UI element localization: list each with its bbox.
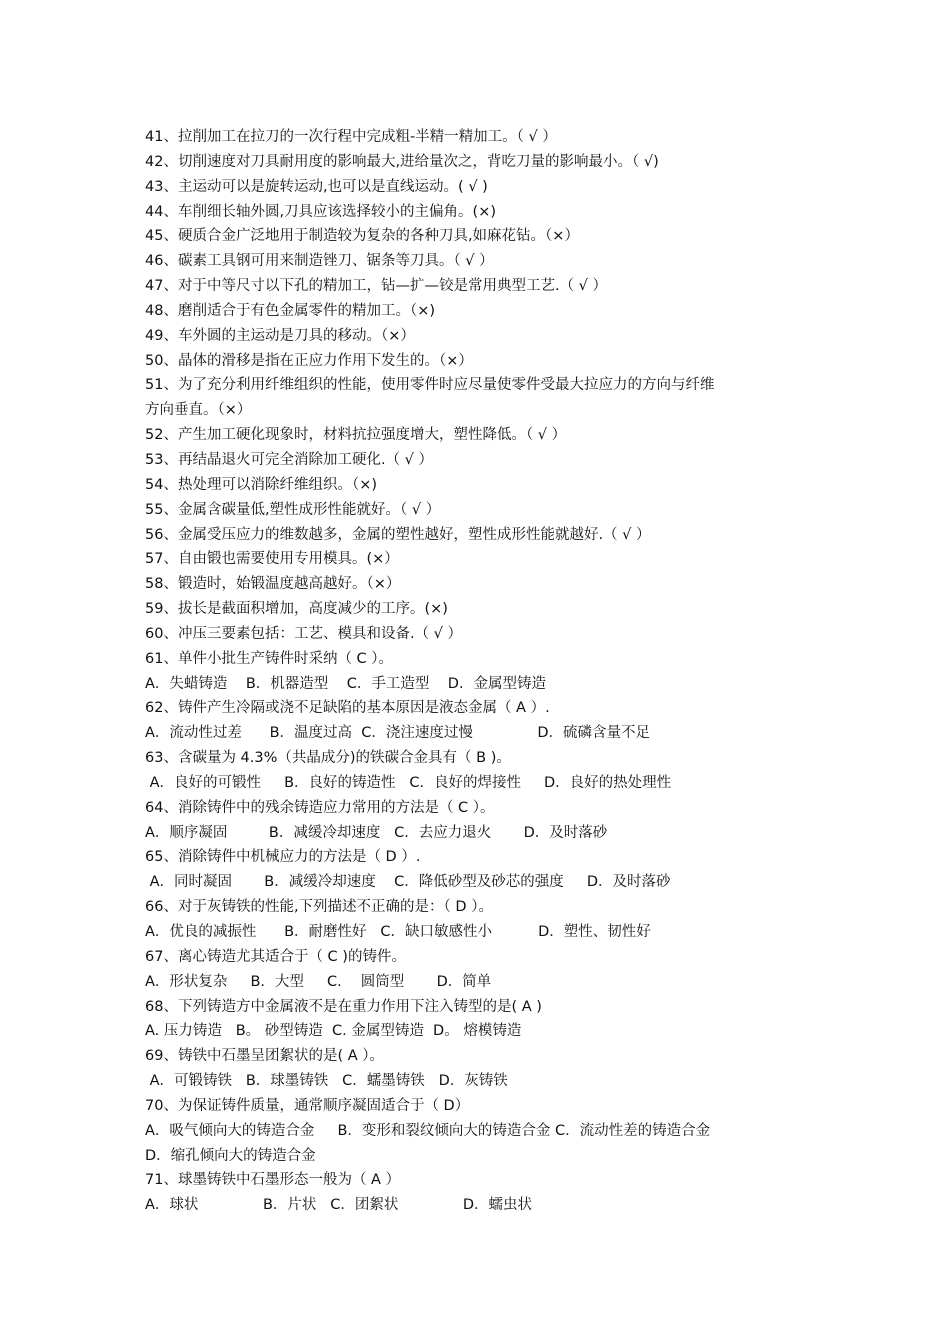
text-line: 51、为了充分利用纤维组织的性能，使用零件时应尽量使零件受最大拉应力的方向与纤维 — [145, 377, 715, 394]
text-line: 47、对于中等尺寸以下孔的精加工，钻—扩—铰是常用典型工艺.（ √ ） — [145, 278, 608, 295]
text-line: 59、拔长是截面积增加，高度减少的工序。(×) — [145, 601, 448, 618]
text-line: 65、消除铸件中机械应力的方法是（ D ）. — [145, 849, 421, 866]
text-line: A．同时凝固 B．减缓冷却速度 C．降低砂型及砂芯的强度 D．及时落砂 — [145, 874, 671, 891]
text-line: 43、主运动可以是旋转运动,也可以是直线运动。( √ ) — [145, 178, 488, 195]
text-line: 58、锻造时，始锻温度越高越好。（×） — [145, 576, 401, 593]
text-line: 63、含碳量为 4.3%（共晶成分)的铁碳合金具有（ B )。 — [145, 750, 511, 767]
text-line: A．形状复杂 B．大型 C． 圆筒型 D．简单 — [145, 973, 492, 990]
text-line: A．可锻铸铁 B．球墨铸铁 C．蠕墨铸铁 D．灰铸铁 — [145, 1073, 508, 1090]
text-line: 61、单件小批生产铸件时采纳（ C ）。 — [145, 650, 394, 667]
text-line: 71、球墨铸铁中石墨形态一般为（ A ） — [145, 1172, 401, 1189]
text-line: 56、金属受压应力的维数越多，金属的塑性越好，塑性成形性能就越好.（ √ ） — [145, 526, 651, 543]
text-line: D．缩孔倾向大的铸造合金 — [145, 1147, 316, 1164]
text-line: 49、车外圆的主运动是刀具的移动。（×） — [145, 327, 415, 344]
text-line: 53、再结晶退火可完全消除加工硬化.（ √ ） — [145, 451, 434, 468]
text-line: 方向垂直。（×） — [145, 402, 252, 419]
text-line: A．吸气倾向大的铸造合金 B．变形和裂纹倾向大的铸造合金 C．流动性差的铸造合金 — [145, 1122, 711, 1139]
text-line: 42、切削速度对刀具耐用度的影响最大,进给量次之，背吃刀量的影响最小。（ √) — [145, 153, 659, 170]
text-line: 41、拉削加工在拉刀的一次行程中完成粗-半精一精加工。（ √ ） — [145, 129, 557, 145]
text-line: 50、晶体的滑移是指在正应力作用下发生的。（×） — [145, 352, 473, 369]
text-line: 66、对于灰铸铁的性能,下列描述不正确的是：（ D ）。 — [145, 899, 493, 916]
text-line: 60、冲压三要素包括：工艺、模具和设备.（ √ ） — [145, 625, 463, 642]
text-line: 68、下列铸造方中金属液不是在重力作用下注入铸型的是( A ) — [145, 998, 542, 1015]
text-line: 52、产生加工硬化现象时，材料抗拉强度增大，塑性降低。（ √ ） — [145, 427, 567, 444]
text-line: 45、硬质合金广泛地用于制造较为复杂的各种刀具,如麻花钻。（×） — [145, 228, 579, 245]
text-line: A．球状 B．片状 C．团絮状 D．蠕虫状 — [145, 1197, 533, 1214]
text-line: A．良好的可锻性 B．良好的铸造性 C．良好的焊接性 D．良好的热处理性 — [145, 774, 672, 791]
text-line: 62、铸件产生冷隔或浇不足缺陷的基本原因是液态金属（ A ）. — [145, 700, 550, 717]
text-line: 57、自由锻也需要使用专用模具。(×） — [145, 551, 399, 568]
text-line: 67、离心铸造尤其适合于（ C )的铸件。 — [145, 948, 406, 965]
text-line: A．流动性过差 B．温度过高 C．浇注速度过慢 D．硫磷含量不足 — [145, 725, 651, 742]
text-line: A．优良的减振性 B．耐磨性好 C．缺口敏感性小 D．塑性、韧性好 — [145, 924, 651, 940]
text-line: 54、热处理可以消除纤维组织。（×) — [145, 476, 378, 493]
text-line: A. 压力铸造 B。 砂型铸造 C. 金属型铸造 D。 熔模铸造 — [145, 1023, 522, 1040]
text-line: 69、铸铁中石墨呈团絮状的是( A ）。 — [145, 1048, 384, 1065]
text-line: 48、磨削适合于有色金属零件的精加工。（×) — [145, 302, 436, 319]
text-line: 64、消除铸件中的残余铸造应力常用的方法是（ C ）。 — [145, 799, 495, 816]
text-line: 44、车削细长轴外圆,刀具应该选择较小的主偏角。(×) — [145, 203, 497, 220]
text-line: A．顺序凝固 B．减缓冷却速度 C．去应力退火 D．及时落砂 — [145, 824, 608, 841]
text-line: 55、金属含碳量低,塑性成形性能就好。（ √ ） — [145, 501, 441, 518]
document-body — [145, 125, 825, 1218]
text-line: 46、碳素工具钢可用来制造锉刀、锯条等刀具。（ √ ） — [145, 253, 494, 270]
text-line: A．失蜡铸造 B．机器造型 C．手工造型 D．金属型铸造 — [145, 675, 546, 692]
text-line: 70、为保证铸件质量，通常顺序凝固适合于（ D） — [145, 1097, 470, 1114]
